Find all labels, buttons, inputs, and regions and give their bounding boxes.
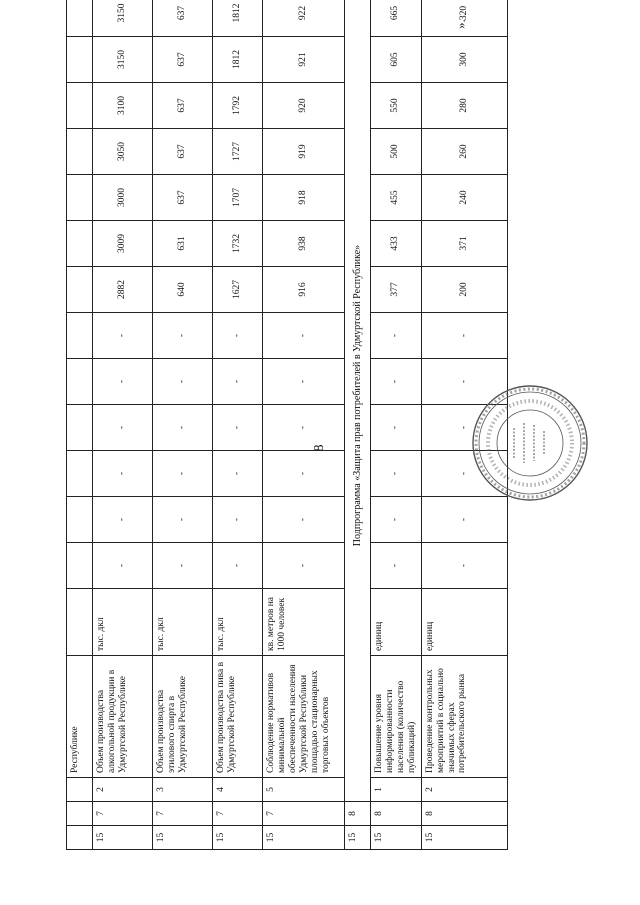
continuation-label: Республике xyxy=(67,656,93,778)
indicator-name: Объем производства пива в Удмуртской Республике xyxy=(213,656,263,778)
value-cell: 605 xyxy=(371,37,422,83)
table-row xyxy=(153,0,213,850)
value-cell: 320 xyxy=(421,0,507,37)
table-cell xyxy=(67,826,93,850)
value-cell: 640 xyxy=(153,267,213,313)
table-row xyxy=(345,0,371,850)
table-cell xyxy=(67,589,93,656)
value-cell: - xyxy=(213,451,263,497)
value-cell: 200 xyxy=(421,267,507,313)
table-cell xyxy=(67,497,93,543)
table-cell xyxy=(67,83,93,129)
indicators-table xyxy=(66,0,508,850)
value-cell: 918 xyxy=(263,175,345,221)
value-cell: - xyxy=(421,451,507,497)
value-cell: 2882 xyxy=(93,267,153,313)
table-cell xyxy=(67,129,93,175)
value-cell: 922 xyxy=(263,0,345,37)
indicator-name: Объем производства алкогольной продукции в Удмуртской Республике xyxy=(93,656,153,778)
code-cell: 3 xyxy=(153,778,213,802)
value-cell: 637 xyxy=(153,175,213,221)
value-cell: 1627 xyxy=(213,267,263,313)
value-cell: - xyxy=(421,543,507,589)
value-cell: - xyxy=(371,497,422,543)
value-cell: - xyxy=(153,497,213,543)
table-row xyxy=(263,0,345,850)
table-cell xyxy=(67,778,93,802)
table-row-continuation xyxy=(67,0,93,850)
value-cell: - xyxy=(93,313,153,359)
value-cell: 433 xyxy=(371,221,422,267)
value-cell: - xyxy=(153,313,213,359)
code-cell: 8 xyxy=(345,802,371,826)
code-cell: 15 xyxy=(345,826,371,850)
value-cell: 3150 xyxy=(93,37,153,83)
value-cell: - xyxy=(263,497,345,543)
rotated-table-container xyxy=(66,3,469,850)
value-cell: 920 xyxy=(263,83,345,129)
value-cell: 631 xyxy=(153,221,213,267)
code-cell: 7 xyxy=(93,802,153,826)
unit-cell: тыс. дкл xyxy=(213,589,263,656)
unit-cell: тыс. дкл xyxy=(153,589,213,656)
value-cell: 1812 xyxy=(213,0,263,37)
value-cell: - xyxy=(263,405,345,451)
value-cell: - xyxy=(421,497,507,543)
value-cell: 500 xyxy=(371,129,422,175)
table-cell xyxy=(67,221,93,267)
table-row xyxy=(93,0,153,850)
value-cell: - xyxy=(421,359,507,405)
value-cell: - xyxy=(153,451,213,497)
page-number: 8 xyxy=(312,444,327,452)
code-cell: 8 xyxy=(421,802,507,826)
value-cell: 637 xyxy=(153,37,213,83)
table-cell xyxy=(67,359,93,405)
value-cell: 3009 xyxy=(93,221,153,267)
value-cell: 916 xyxy=(263,267,345,313)
unit-cell: единиц xyxy=(421,589,507,656)
value-cell: - xyxy=(421,313,507,359)
value-cell: 3100 xyxy=(93,83,153,129)
value-cell: - xyxy=(213,359,263,405)
value-cell: - xyxy=(153,543,213,589)
value-cell: - xyxy=(371,451,422,497)
value-cell: 260 xyxy=(421,129,507,175)
unit-cell: кв. метров на 1000 человек xyxy=(263,589,345,656)
value-cell: 637 xyxy=(153,0,213,37)
value-cell: 637 xyxy=(153,129,213,175)
value-cell: 1792 xyxy=(213,83,263,129)
value-cell: - xyxy=(153,405,213,451)
value-cell: 1707 xyxy=(213,175,263,221)
table-cell xyxy=(67,267,93,313)
code-cell: 2 xyxy=(421,778,507,802)
value-cell: - xyxy=(371,313,422,359)
value-cell: - xyxy=(93,543,153,589)
subprogram-title: Подпрограмма «Защита прав потребителей в Удмуртской Республике» xyxy=(345,0,371,802)
value-cell: - xyxy=(93,359,153,405)
value-cell: 3150 xyxy=(93,0,153,37)
unit-cell: тыс. дкл xyxy=(93,589,153,656)
seal-icon xyxy=(473,386,587,500)
code-cell: 15 xyxy=(371,826,422,850)
official-seal xyxy=(470,383,590,503)
value-cell: - xyxy=(371,359,422,405)
code-cell: 7 xyxy=(213,802,263,826)
code-cell: 8 xyxy=(371,802,422,826)
table-cell xyxy=(67,451,93,497)
table-cell xyxy=(67,543,93,589)
code-cell: 15 xyxy=(213,826,263,850)
value-cell: 1812 xyxy=(213,37,263,83)
value-cell: 377 xyxy=(371,267,422,313)
value-cell: - xyxy=(213,497,263,543)
value-cell: - xyxy=(213,405,263,451)
value-cell: 921 xyxy=(263,37,345,83)
table-cell xyxy=(67,802,93,826)
value-cell: - xyxy=(371,405,422,451)
value-cell: 455 xyxy=(371,175,422,221)
value-cell: - xyxy=(93,451,153,497)
table-cell xyxy=(67,405,93,451)
value-cell: 240 xyxy=(421,175,507,221)
value-cell: - xyxy=(213,543,263,589)
code-cell: 15 xyxy=(263,826,345,850)
value-cell: 3000 xyxy=(93,175,153,221)
value-cell: - xyxy=(263,313,345,359)
indicator-name: Повышение уровня информированности населения (количество публикаций) xyxy=(371,656,422,778)
table-cell xyxy=(67,37,93,83)
indicator-name: Проведение контрольных мероприятий в социально значимых сферах потребительского рынка xyxy=(421,656,507,778)
code-cell: 15 xyxy=(93,826,153,850)
code-cell: 15 xyxy=(421,826,507,850)
value-cell: - xyxy=(263,451,345,497)
value-cell: 938 xyxy=(263,221,345,267)
unit-cell: единиц xyxy=(371,589,422,656)
indicator-name: Соблюдение нормативов минимальной обеспеченности населения Удмуртской Республики площадью стационарных торговых объектов xyxy=(263,656,345,778)
value-cell: - xyxy=(371,543,422,589)
code-cell: 7 xyxy=(153,802,213,826)
value-cell: 371 xyxy=(421,221,507,267)
code-cell: 1 xyxy=(371,778,422,802)
value-cell: 550 xyxy=(371,83,422,129)
value-cell: - xyxy=(93,497,153,543)
value-cell: 637 xyxy=(153,83,213,129)
table-cell xyxy=(67,175,93,221)
value-cell: - xyxy=(263,359,345,405)
value-cell: 1727 xyxy=(213,129,263,175)
code-cell: 15 xyxy=(153,826,213,850)
table-row xyxy=(371,0,422,850)
code-cell: 5 xyxy=(263,778,345,802)
code-cell: 4 xyxy=(213,778,263,802)
table-cell xyxy=(67,313,93,359)
value-cell: - xyxy=(213,313,263,359)
value-cell: - xyxy=(93,405,153,451)
value-cell: - xyxy=(421,405,507,451)
value-cell: 3050 xyxy=(93,129,153,175)
value-cell: 280 xyxy=(421,83,507,129)
indicator-name: Объем производства этилового спирта в Удмуртской Республике xyxy=(153,656,213,778)
value-cell: 300 xyxy=(421,37,507,83)
value-cell: 919 xyxy=(263,129,345,175)
value-cell: - xyxy=(153,359,213,405)
closing-quote: ». xyxy=(453,19,468,29)
value-cell: 665 xyxy=(371,0,422,37)
value-cell: - xyxy=(263,543,345,589)
code-cell: 2 xyxy=(93,778,153,802)
table-row xyxy=(213,0,263,850)
value-cell: 1732 xyxy=(213,221,263,267)
table-cell xyxy=(67,0,93,37)
code-cell: 7 xyxy=(263,802,345,826)
